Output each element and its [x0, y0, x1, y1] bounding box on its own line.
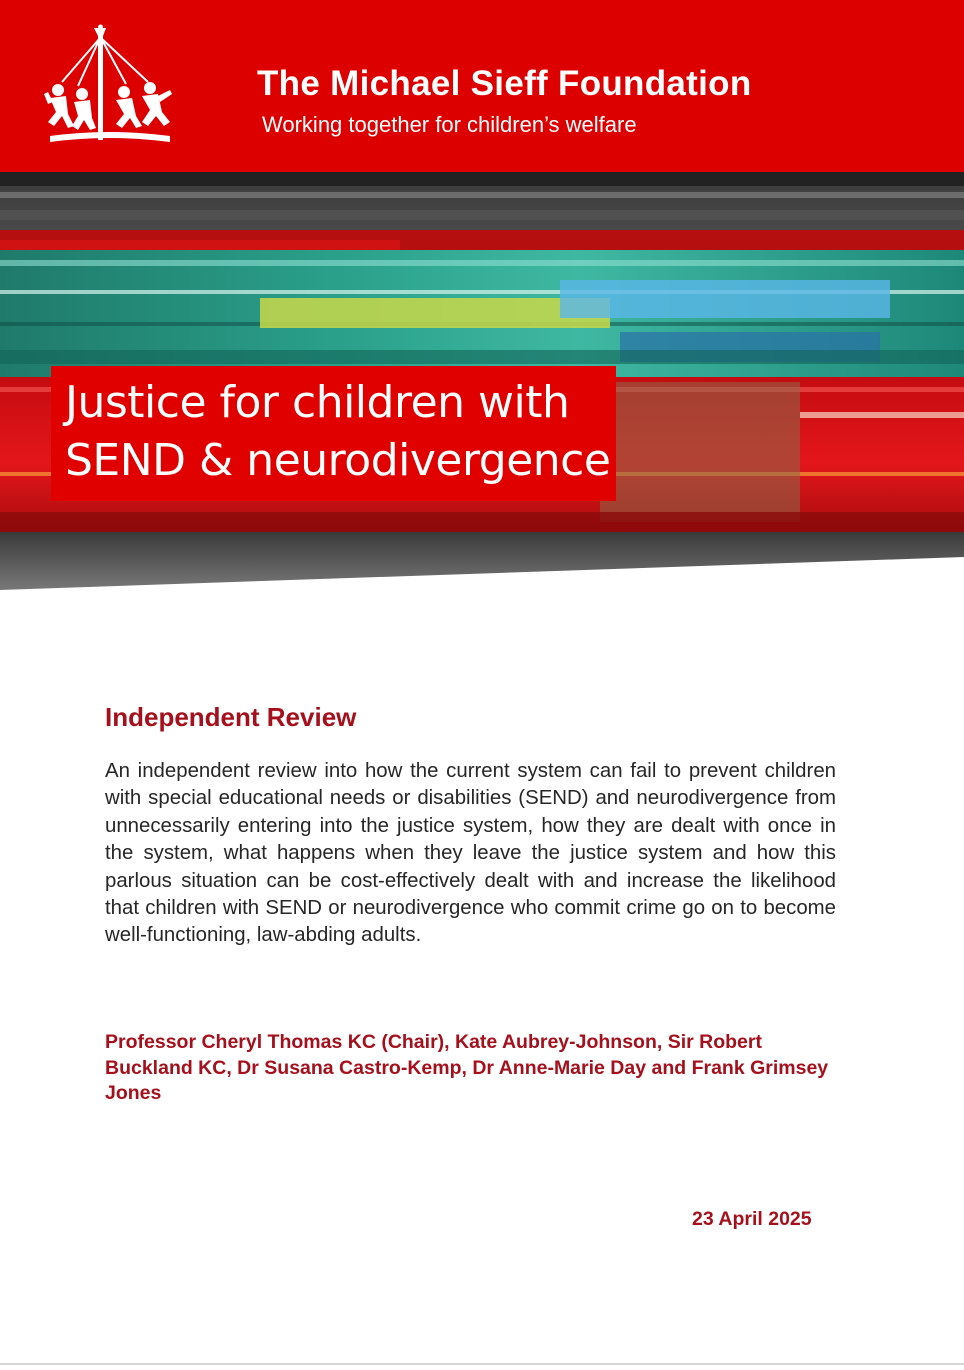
- report-title-line-1: Justice for children with: [65, 377, 570, 428]
- publication-date: 23 April 2025: [692, 1208, 812, 1230]
- report-title-box: [51, 366, 616, 501]
- maypole-children-logo-icon: [44, 24, 176, 148]
- report-title-line-2: SEND & neurodivergence: [65, 435, 611, 486]
- authors-list: Professor Cheryl Thomas KC (Chair), Kate Aubrey-Johnson, Sir Robert Buckland KC, Dr Susana Castro-Kemp, Dr Anne-Marie Day and Frank Grimsey Jones: [105, 1031, 829, 1105]
- page-bottom-divider: [0, 1363, 964, 1365]
- review-summary-paragraph: An independent review into how the current system can fail to prevent children with special educational needs or disabilities (SEND) and neurodivergence from unnecessarily entering into the justice system, how they are dealt with once in the system, what happens when they leave the justice system and how this parlous situation can be cost-effectively dealt with and increase the likelihood that children with SEND or neurodivergence who commit crime go on to become well-functioning, law-abding adults.: [105, 760, 836, 947]
- report-title: [65, 374, 615, 490]
- section-heading: Independent Review: [105, 702, 357, 732]
- organization-tagline: Working together for children’s welfare: [262, 112, 637, 137]
- organization-name: The Michael Sieff Foundation: [257, 64, 752, 103]
- header-banner: [0, 0, 964, 172]
